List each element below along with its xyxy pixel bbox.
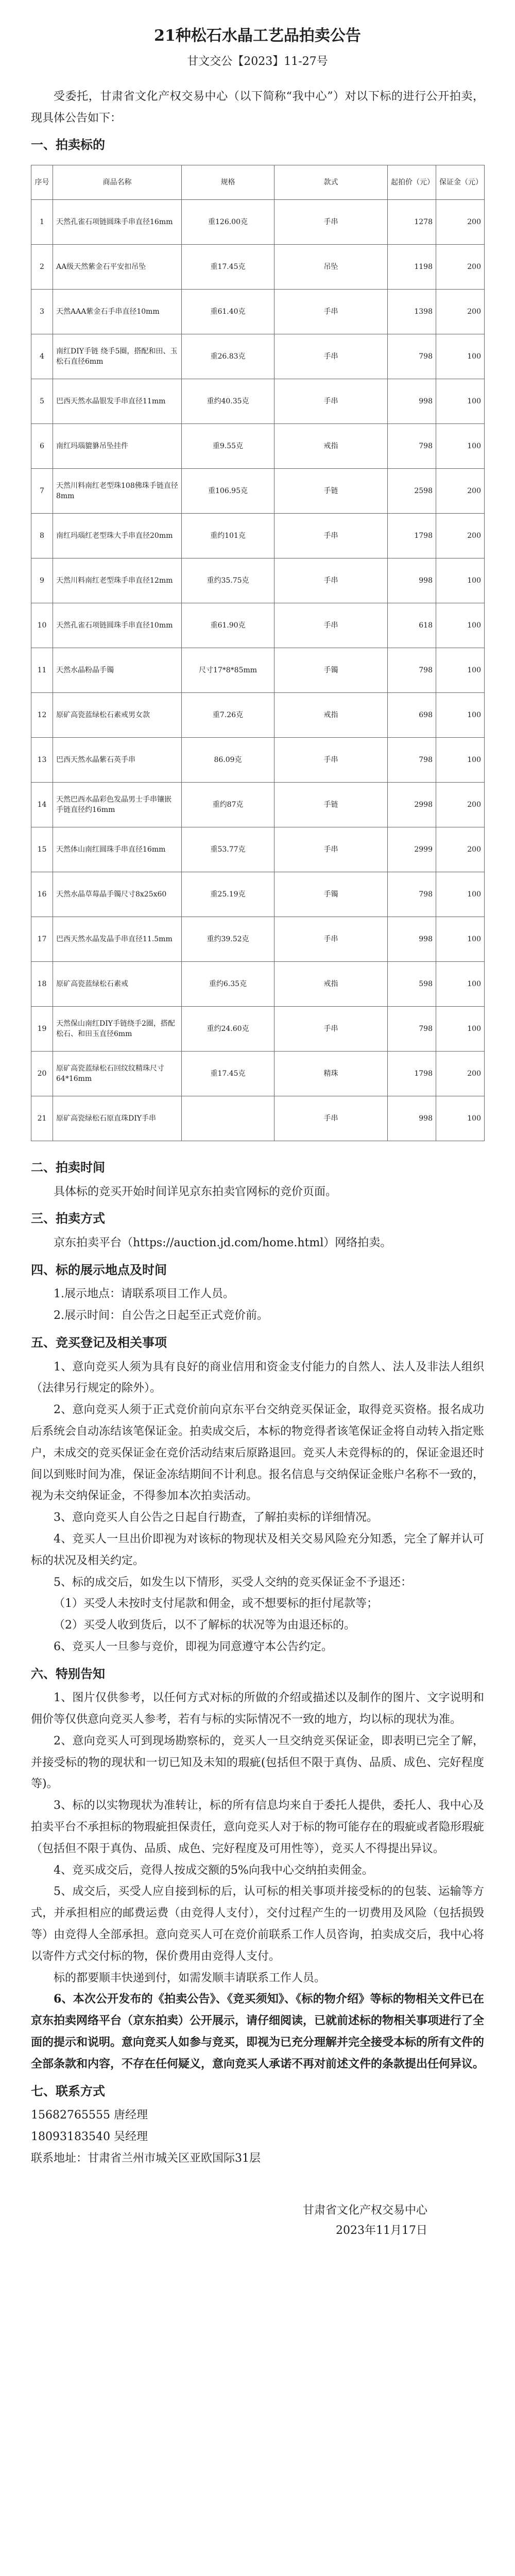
col-header-style: 款式 xyxy=(274,165,388,199)
section-heading-contacts: 七、联系方式 xyxy=(31,2083,105,2098)
cell-style: 手串 xyxy=(274,603,388,648)
cell-style: 手串 xyxy=(274,558,388,603)
cell-start-price: 798 xyxy=(388,872,436,917)
document-number: 甘文交公【2023】11-27号 xyxy=(187,55,328,68)
cell-no: 10 xyxy=(31,603,53,648)
registration-5-item-1: （1）买受人未按时支付尾款和佣金，或不想要标的拒付尾款等； xyxy=(54,1597,378,1611)
cell-spec: 重61.40克 xyxy=(182,289,274,334)
table-row xyxy=(31,603,485,648)
section-heading-time: 二、拍卖时间 xyxy=(31,1159,105,1175)
table-row xyxy=(31,199,485,244)
cell-spec: 重约40.35克 xyxy=(182,379,274,423)
cell-spec: 重126.00克 xyxy=(182,199,274,244)
cell-spec: 重26.83克 xyxy=(182,334,274,379)
cell-spec: 重61.90克 xyxy=(182,603,274,648)
cell-no: 12 xyxy=(31,692,53,737)
cell-no: 6 xyxy=(31,423,53,468)
section-heading-method: 三、拍卖方式 xyxy=(31,1211,105,1226)
cell-no: 15 xyxy=(31,827,53,872)
cell-deposit: 100 xyxy=(436,1096,485,1141)
cell-start-price: 2998 xyxy=(388,782,436,827)
cell-start-price: 1398 xyxy=(388,289,436,334)
table-row xyxy=(31,648,485,692)
cell-start-price: 2598 xyxy=(388,468,436,513)
notice-4: 4、竞买成交后，竞得人按成交额的5%向我中心交纳拍卖佣金。 xyxy=(54,1863,373,1877)
cell-spec: 86.09克 xyxy=(182,737,274,782)
cell-no: 20 xyxy=(31,1051,53,1096)
cell-no: 14 xyxy=(31,782,53,827)
registration-5: 5、标的成交后，如发生以下情形，买受人交纳的竞买保证金不予退还： xyxy=(54,1575,412,1589)
cell-no: 3 xyxy=(31,289,53,334)
notice-shipping: 标的都要顺丰快递到付，如需发顺丰请联系工作人员。 xyxy=(54,1971,326,1985)
cell-style: 戒指 xyxy=(274,692,388,737)
cell-name: 南红DIY手链 绕手5圈，搭配和田、玉松石直径6mm xyxy=(53,334,182,379)
table-header-row xyxy=(31,165,485,199)
cell-style: 手串 xyxy=(274,917,388,961)
cell-spec: 重9.55克 xyxy=(182,423,274,468)
auction-time-text: 具体标的竞买开始时间详见京东拍卖官网标的竞价页面。 xyxy=(54,1185,337,1198)
cell-spec: 重17.45克 xyxy=(182,1051,274,1096)
signature-block xyxy=(31,2200,484,2241)
cell-name: 天然孔雀石项链圆珠手串直径10mm xyxy=(53,603,182,648)
table-row xyxy=(31,961,485,1006)
cell-deposit: 100 xyxy=(436,648,485,692)
signature-date: 2023年11月17日 xyxy=(336,2224,427,2238)
cell-start-price: 1198 xyxy=(388,244,436,289)
notice-2: 2、意向竞买人可到现场勘察标的，竞买人一旦交纳竞买保证金，即表明已完全了解，并接受标的物的现状和一切已知及未知的瑕疵(包括但不限于真伪、品质、成色、完好程度等)。 xyxy=(31,1734,484,1791)
cell-name: 天然巴西水晶彩色发晶男士手串镶嵌手链直径约16mm xyxy=(53,782,182,827)
cell-start-price: 598 xyxy=(388,961,436,1006)
table-row xyxy=(31,782,485,827)
cell-style: 手串 xyxy=(274,1006,388,1051)
cell-name: 天然水晶粉晶手镯 xyxy=(53,648,182,692)
cell-deposit: 100 xyxy=(436,692,485,737)
display-time: 2.展示时间：自公告之日起至正式竞价前。 xyxy=(54,1309,268,1323)
cell-name: 巴西天然水晶银发手串直径11mm xyxy=(53,379,182,423)
cell-no: 9 xyxy=(31,558,53,603)
cell-deposit: 100 xyxy=(436,961,485,1006)
cell-name: 原矿高瓷蓝绿松石素戒男女款 xyxy=(53,692,182,737)
notice-5: 5、成交后，买受人应自接到标的后，认可标的相关事项并接受标的的包装、运输等方式，并承担相应的邮费运费（由竞得人支付），交付过程产生的一切费用及风险（包括损毁等）由竞得人全部承担。意向竞买人可在竞价前联系工作人员咨询，拍卖成交后，我中心将以寄件方式交付标的物，保价费用由竞得人支付。 xyxy=(31,1885,485,1963)
cell-spec: 重7.26克 xyxy=(182,692,274,737)
cell-start-price: 798 xyxy=(388,648,436,692)
cell-deposit: 200 xyxy=(436,468,485,513)
table-row xyxy=(31,692,485,737)
cell-style: 手串 xyxy=(274,513,388,558)
cell-spec: 重25.19克 xyxy=(182,872,274,917)
cell-spec: 重约24.60克 xyxy=(182,1006,274,1051)
table-row xyxy=(31,558,485,603)
contact-phone-1: 15682765555 唐经理 xyxy=(31,2109,148,2122)
cell-name: 南红玛瑙貔貅吊坠挂件 xyxy=(53,423,182,468)
cell-style: 手串 xyxy=(274,737,388,782)
col-header-start-price: 起拍价（元） xyxy=(388,165,436,199)
cell-spec: 重约87克 xyxy=(182,782,274,827)
cell-style: 手链 xyxy=(274,782,388,827)
cell-no: 16 xyxy=(31,872,53,917)
table-row xyxy=(31,1051,485,1096)
cell-spec xyxy=(182,1096,274,1141)
cell-start-price: 798 xyxy=(388,1006,436,1051)
signature-org: 甘肃省文化产权交易中心 xyxy=(302,2204,427,2217)
cell-start-price: 998 xyxy=(388,917,436,961)
cell-start-price: 798 xyxy=(388,334,436,379)
col-header-spec: 规格 xyxy=(182,165,274,199)
cell-start-price: 798 xyxy=(388,423,436,468)
cell-deposit: 200 xyxy=(436,827,485,872)
table-body xyxy=(31,199,485,1141)
table-row xyxy=(31,468,485,513)
cell-spec: 重约35.75克 xyxy=(182,558,274,603)
table-row xyxy=(31,244,485,289)
cell-deposit: 200 xyxy=(436,244,485,289)
registration-2: 2、意向竞买人须于正式竞价前向京东平台交纳竞买保证金，取得竞买资格。报名成功后系统会自动冻结该笔保证金。拍卖成交后，本标的物竞得者该笔保证金将自动转入指定账户，未成交的竞买保证金在竞价活动结束后原路退回。竞买人未竞得标的的，保证金退还时间以到账时间为准，保证金冻结期间不计利息。报名信息与交纳保证金账户名称不一致的，视为未交纳保证金，不得参加本次拍卖活动。 xyxy=(31,1403,485,1503)
cell-name: 天然孔雀石项链圆珠手串直径16mm xyxy=(53,199,182,244)
col-header-no: 序号 xyxy=(31,165,53,199)
cell-no: 17 xyxy=(31,917,53,961)
cell-deposit: 200 xyxy=(436,289,485,334)
cell-no: 7 xyxy=(31,468,53,513)
cell-start-price: 1798 xyxy=(388,513,436,558)
table-row xyxy=(31,827,485,872)
notice-1: 1、图片仅供参考，以任何方式对标的所做的介绍或描述以及制作的图片、文字说明和佣价等仅供意向竞买人参考，若有与标的实际情况不一致的地方，均以标的现状为准。 xyxy=(31,1691,484,1726)
cell-name: 天然川料南红老型珠108佛珠手链直径8mm xyxy=(53,468,182,513)
cell-style: 戒指 xyxy=(274,423,388,468)
cell-start-price: 998 xyxy=(388,1096,436,1141)
table-row xyxy=(31,917,485,961)
cell-no: 2 xyxy=(31,244,53,289)
cell-deposit: 100 xyxy=(436,917,485,961)
contact-address: 联系地址：甘肃省兰州市城关区亚欧国际31层 xyxy=(31,2151,261,2165)
section-heading-notices: 六、特别告知 xyxy=(31,1666,105,1681)
cell-style: 戒指 xyxy=(274,961,388,1006)
cell-deposit: 100 xyxy=(436,423,485,468)
cell-style: 手串 xyxy=(274,334,388,379)
cell-name: 原矿高瓷蓝绿松石素戒 xyxy=(53,961,182,1006)
contact-phone-2: 18093183540 吴经理 xyxy=(31,2130,148,2144)
section-heading-items: 一、拍卖标的 xyxy=(31,137,105,152)
table-row xyxy=(31,513,485,558)
table-row xyxy=(31,334,485,379)
cell-no: 19 xyxy=(31,1006,53,1051)
cell-deposit: 200 xyxy=(436,1051,485,1096)
registration-1: 1、意向竞买人须为具有良好的商业信用和资金支付能力的自然人、法人及非法人组织（法律另行规定的除外）。 xyxy=(31,1360,484,1395)
cell-style: 手串 xyxy=(274,199,388,244)
table-row xyxy=(31,1006,485,1051)
cell-deposit: 200 xyxy=(436,199,485,244)
cell-start-price: 1278 xyxy=(388,199,436,244)
cell-no: 1 xyxy=(31,199,53,244)
cell-style: 手串 xyxy=(274,827,388,872)
cell-deposit: 200 xyxy=(436,513,485,558)
cell-start-price: 998 xyxy=(388,558,436,603)
registration-6: 6、竞买人一旦参与竞价，即视为同意遵守本公告约定。 xyxy=(54,1640,333,1653)
cell-start-price: 798 xyxy=(388,737,436,782)
auction-items-table xyxy=(31,165,485,1141)
cell-spec: 重约6.35克 xyxy=(182,961,274,1006)
cell-name: 天然水晶草莓晶手镯尺寸8x25x60 xyxy=(53,872,182,917)
contacts-block xyxy=(31,2105,484,2169)
cell-name: 天然AAA紫金石手串直径10mm xyxy=(53,289,182,334)
cell-deposit: 100 xyxy=(436,379,485,423)
cell-style: 手链 xyxy=(274,468,388,513)
cell-deposit: 100 xyxy=(436,603,485,648)
cell-start-price: 698 xyxy=(388,692,436,737)
cell-deposit: 100 xyxy=(436,334,485,379)
cell-start-price: 1798 xyxy=(388,1051,436,1096)
cell-deposit: 100 xyxy=(436,872,485,917)
cell-spec: 重约39.52克 xyxy=(182,917,274,961)
cell-no: 5 xyxy=(31,379,53,423)
table-row xyxy=(31,1096,485,1141)
cell-name: 南红玛瑙红老型珠大手串直径20mm xyxy=(53,513,182,558)
table-row xyxy=(31,289,485,334)
cell-spec: 重106.95克 xyxy=(182,468,274,513)
table-row xyxy=(31,872,485,917)
cell-style: 手镯 xyxy=(274,648,388,692)
cell-style: 手镯 xyxy=(274,872,388,917)
registration-3: 3、意向竞买人自公告之日起自行勘查，了解拍卖标的详细情况。 xyxy=(54,1511,378,1524)
page-title: 21种松石水晶工艺品拍卖公告 xyxy=(154,27,361,45)
cell-style: 手串 xyxy=(274,1096,388,1141)
cell-start-price: 998 xyxy=(388,379,436,423)
registration-4: 4、竞买人一旦出价即视为对该标的物现状及相关交易风险充分知悉，完全了解并认可标的状况及相关约定。 xyxy=(31,1532,484,1567)
table-row xyxy=(31,423,485,468)
section-heading-registration: 五、竞买登记及相关事项 xyxy=(31,1334,167,1350)
cell-spec: 尺寸17*8*85mm xyxy=(182,648,274,692)
cell-spec: 重约101克 xyxy=(182,513,274,558)
cell-no: 13 xyxy=(31,737,53,782)
cell-name: 天然川料南红老型珠手串直径12mm xyxy=(53,558,182,603)
col-header-name: 商品名称 xyxy=(53,165,182,199)
cell-style: 手串 xyxy=(274,379,388,423)
cell-name: 原矿高瓷绿松石原直珠DIY手串 xyxy=(53,1096,182,1141)
cell-name: 天然体山南红圆珠手串直径16mm xyxy=(53,827,182,872)
cell-start-price: 2999 xyxy=(388,827,436,872)
cell-start-price: 618 xyxy=(388,603,436,648)
cell-no: 4 xyxy=(31,334,53,379)
cell-spec: 重53.77克 xyxy=(182,827,274,872)
cell-deposit: 200 xyxy=(436,782,485,827)
notice-6: 6、本次公开发布的《拍卖公告》、《竞买须知》、《标的物介绍》等标的物相关文件已在京东拍卖网络平台（京东拍卖）公开展示，请仔细阅读，已就前述标的物相关事项进行了全面的提示和说明。意向竞买人如参与竞买，即视为已充分理解并完全接受本标的所有文件的全部条款和内容，不存在任何疑义，意向竞买人承诺不再对前述文件的条款提出任何异议。 xyxy=(31,1992,485,2071)
intro-paragraph: 受委托，甘肃省文化产权交易中心（以下简称“我中心”）对以下标的进行公开拍卖，现具体公告如下： xyxy=(31,90,484,125)
notice-3: 3、标的以实物现状为准转让，标的所有信息均来自于委托人提供，委托人、我中心及拍卖平台不承担标的物瑕疵担保责任，意向竞买人对于标的物可能存在的瑕疵或者隐形瑕疵（包括但不限于真伪、品质、成色、完好程度及可用性等），竞买人不得提出异议。 xyxy=(31,1799,485,1855)
cell-no: 11 xyxy=(31,648,53,692)
cell-name: AA级天然紫金石平安扣吊坠 xyxy=(53,244,182,289)
display-location: 1.展示地点：请联系项目工作人员。 xyxy=(54,1287,234,1301)
cell-deposit: 100 xyxy=(436,737,485,782)
cell-no: 18 xyxy=(31,961,53,1006)
cell-name: 天然保山南红DIY手链绕手2圈，搭配松石、和田玉直径6mm xyxy=(53,1006,182,1051)
auction-method-text: 京东拍卖平台（https://auction.jd.com/home.html）网络拍卖。 xyxy=(54,1236,392,1249)
cell-no: 21 xyxy=(31,1096,53,1141)
table-row xyxy=(31,737,485,782)
col-header-deposit: 保证金（元） xyxy=(436,165,485,199)
cell-no: 8 xyxy=(31,513,53,558)
registration-5-item-2: （2）买受人收到货后，以不了解标的状况等为由退还标的。 xyxy=(54,1619,355,1632)
cell-name: 巴西天然水晶发晶手串直径11.5mm xyxy=(53,917,182,961)
cell-name: 巴西天然水晶紫石英手串 xyxy=(53,737,182,782)
cell-deposit: 100 xyxy=(436,1006,485,1051)
cell-style: 精珠 xyxy=(274,1051,388,1096)
cell-spec: 重17.45克 xyxy=(182,244,274,289)
cell-deposit: 100 xyxy=(436,558,485,603)
table-row xyxy=(31,379,485,423)
cell-style: 手串 xyxy=(274,289,388,334)
section-heading-display: 四、标的展示地点及时间 xyxy=(31,1262,167,1277)
cell-name: 原矿高瓷蓝绿松石回纹纹精珠尺寸64*16mm xyxy=(53,1051,182,1096)
cell-style: 吊坠 xyxy=(274,244,388,289)
